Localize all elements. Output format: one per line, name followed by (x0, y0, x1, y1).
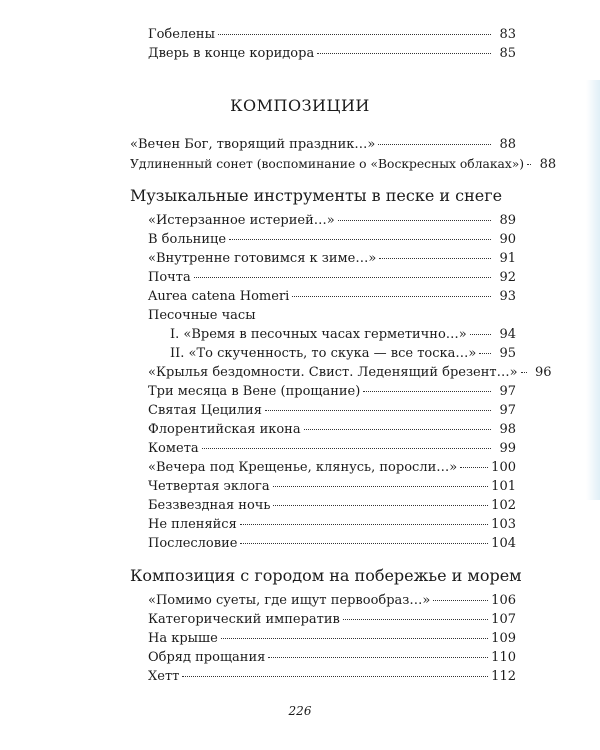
toc-entry-title: На крыше (148, 631, 218, 646)
dot-leader (343, 619, 488, 620)
toc-entry (148, 422, 516, 438)
page-number: 226 (288, 704, 312, 718)
toc-entry-page: 104 (491, 536, 516, 551)
dot-leader (240, 524, 488, 525)
dot-leader (521, 372, 527, 373)
dot-leader (273, 486, 489, 487)
toc-entry-title: Комета (148, 441, 199, 456)
toc-entry (130, 156, 557, 173)
toc-entry (148, 631, 516, 647)
dot-leader (221, 638, 488, 639)
toc-entry (148, 517, 516, 533)
section-title: КОМПОЗИЦИИ (230, 96, 370, 115)
dot-leader (273, 505, 488, 506)
toc-entry-page: 88 (499, 137, 516, 152)
toc-entry (148, 536, 516, 552)
dot-leader (194, 277, 491, 278)
toc-entry-title: «Крылья бездомности. Свист. Леденящий брезент…» (148, 365, 518, 380)
toc-entry-page: 112 (491, 669, 516, 684)
toc-entry (148, 650, 516, 666)
toc-entry-page: 88 (539, 157, 557, 172)
toc-entry-page: 83 (499, 27, 516, 42)
toc-group-title: Песочные часы (148, 308, 256, 323)
toc-entry-title: Обряд прощания (148, 650, 266, 665)
toc-entry (148, 460, 516, 476)
toc-entry-title: В больнице (148, 232, 227, 247)
toc-entry (148, 27, 516, 43)
toc-entry (148, 232, 516, 248)
toc-entry-title: Категорический императив (148, 612, 340, 627)
dot-leader (527, 164, 531, 165)
toc-entry-page: 90 (499, 232, 516, 247)
toc-entry (130, 137, 516, 153)
dot-leader (268, 657, 488, 658)
toc-entry-title: Послесловие (148, 536, 238, 551)
toc-entry-title: Три месяца в Вене (прощание) (148, 384, 361, 399)
toc-entry-title: «Помимо суеты, где ищут первообраз…» (148, 593, 431, 608)
dot-leader (379, 258, 491, 259)
toc-entry-title: «Вечера под Крещенье, клянусь, поросли…» (148, 460, 458, 475)
toc-entry-title: Флорентийская икона (148, 422, 301, 437)
toc-entry-page: 85 (499, 46, 516, 61)
toc-entry-title: Дверь в конце коридора (148, 46, 315, 61)
toc-entry-page: 103 (491, 517, 516, 532)
dot-leader (304, 429, 491, 430)
toc-entry-title: Гобелены (148, 27, 215, 42)
toc-entry-title: Почта (148, 270, 191, 285)
toc-entry-title: Святая Цецилия (148, 403, 262, 418)
toc-entry-page: 97 (499, 384, 516, 399)
toc-entry-page: 100 (491, 460, 516, 475)
toc-entry-title: Aurea catena Homeri (148, 289, 290, 304)
toc-entry (148, 403, 516, 419)
toc-subentry (170, 346, 516, 362)
dot-leader (229, 239, 491, 240)
toc-entry-title: II. «То скученность, то скука — все тоска…» (170, 346, 477, 361)
group-heading: Музыкальные инструменты в песке и снеге (130, 186, 503, 205)
dot-leader (292, 296, 491, 297)
toc-entry-page: 93 (499, 289, 516, 304)
page-edge-shadow (586, 80, 600, 500)
toc-entry-title: Удлиненный сонет (воспоминание о «Воскресных облаках») (130, 157, 525, 171)
toc-entry-page: 102 (491, 498, 516, 513)
toc-entry (148, 384, 516, 400)
toc-entry-page: 94 (499, 327, 516, 342)
dot-leader (182, 676, 488, 677)
toc-subentry (170, 327, 516, 343)
group-heading: Композиция с городом на побережье и морем (130, 566, 522, 585)
toc-entry-page: 89 (499, 213, 516, 228)
dot-leader (433, 600, 488, 601)
toc-entry (148, 289, 516, 305)
toc-entry-title: Хетт (148, 669, 180, 684)
toc-entry-title: «Истерзанное истерией…» (148, 213, 335, 228)
toc-entry-title: Четвертая эклога (148, 479, 270, 494)
toc-entry (148, 593, 516, 609)
toc-entry (148, 365, 552, 381)
toc-entry (148, 498, 516, 514)
dot-leader (479, 353, 491, 354)
toc-entry-page: 106 (491, 593, 516, 608)
dot-leader (265, 410, 491, 411)
dot-leader (378, 144, 491, 145)
dot-leader (460, 467, 488, 468)
toc-entry (148, 270, 516, 286)
toc-entry-page: 98 (499, 422, 516, 437)
toc-entry-title: Не пленяйся (148, 517, 237, 532)
toc-entry-page: 92 (499, 270, 516, 285)
dot-leader (202, 448, 491, 449)
toc-entry-page: 101 (491, 479, 516, 494)
toc-entry-page: 110 (491, 650, 516, 665)
toc-entry-page: 109 (491, 631, 516, 646)
toc-entry-page: 91 (499, 251, 516, 266)
toc-entry-title: Беззвездная ночь (148, 498, 271, 513)
toc-entry (148, 46, 516, 62)
dot-leader (363, 391, 491, 392)
dot-leader (317, 53, 491, 54)
toc-entry-title: I. «Время в песочных часах герметично…» (170, 327, 467, 342)
toc-entry-page: 107 (491, 612, 516, 627)
toc-entry (148, 441, 516, 457)
toc-entry-page: 95 (499, 346, 516, 361)
toc-entry (148, 251, 516, 267)
dot-leader (470, 334, 491, 335)
dot-leader (218, 34, 491, 35)
toc-entry-title: «Внутренне готовимся к зиме…» (148, 251, 377, 266)
toc-entry-title: «Вечен Бог, творящий праздник…» (130, 137, 376, 152)
toc-entry (148, 612, 516, 628)
dot-leader (338, 220, 491, 221)
toc-entry (148, 669, 516, 685)
toc-entry (148, 213, 516, 229)
dot-leader (240, 543, 488, 544)
toc-entry-page: 97 (499, 403, 516, 418)
toc-entry-page: 96 (535, 365, 552, 380)
toc-entry-page: 99 (499, 441, 516, 456)
toc-entry (148, 479, 516, 495)
